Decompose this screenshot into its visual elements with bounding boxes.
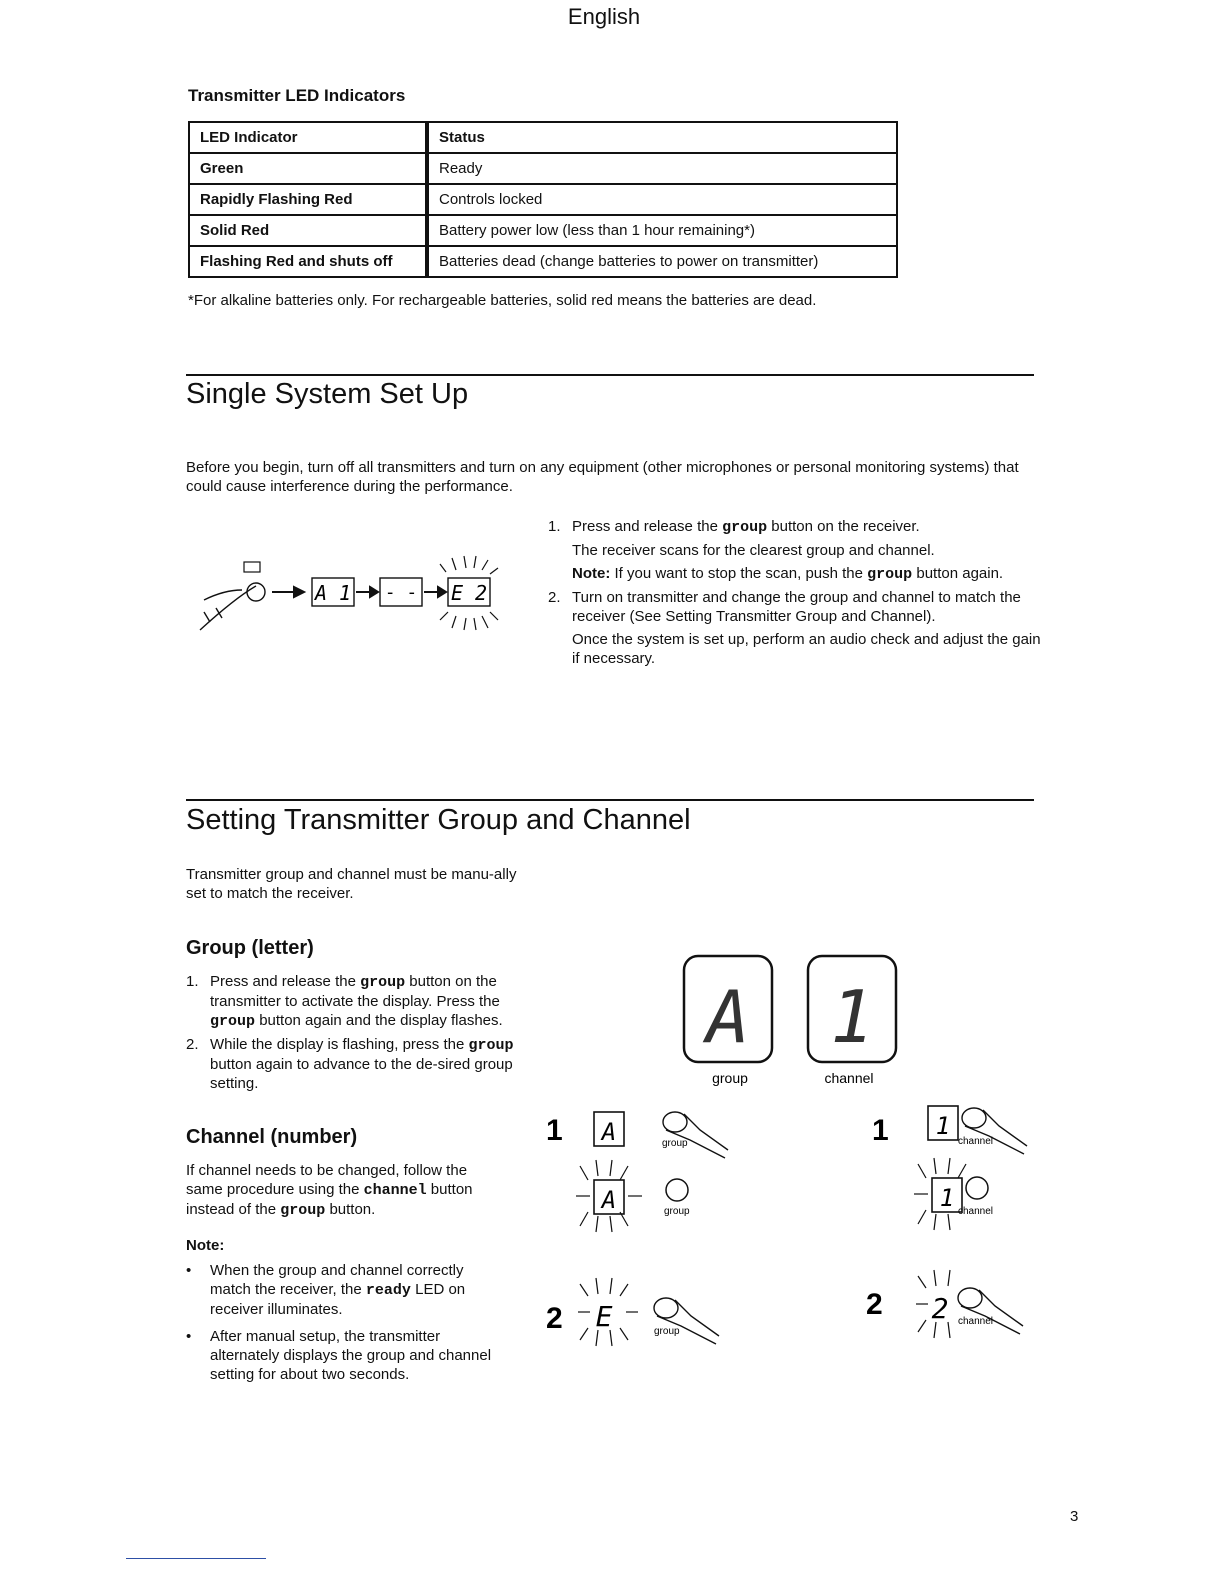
table-header-row xyxy=(189,122,897,153)
lcd-char: 2 xyxy=(931,1292,949,1325)
lcd-char: 1 xyxy=(935,1112,951,1140)
finger-press-icon xyxy=(654,1298,719,1344)
step-number: 1. xyxy=(548,518,561,535)
arrow-right-icon xyxy=(424,587,446,597)
step-text: Turn on transmitter and change the group and channel to match the receiver (See Setting Transmitter Group and Channel). xyxy=(572,589,1021,625)
step-number-1: 1 xyxy=(872,1114,889,1147)
paragraph-text: button. xyxy=(329,1201,376,1218)
section-title-single-setup: Single System Set Up xyxy=(186,378,469,410)
button-label: group xyxy=(654,1326,680,1337)
step-text: button again and the display flashes. xyxy=(259,1012,503,1029)
finger-press-icon xyxy=(962,1108,1027,1154)
lcd-text-1: A 1 xyxy=(314,581,352,605)
table-row xyxy=(189,153,897,184)
bottom-divider xyxy=(126,1558,266,1559)
channel-heading: Channel (number) xyxy=(186,1126,358,1148)
step-text: Press and release the xyxy=(210,973,356,990)
step-number-2: 2 xyxy=(866,1288,883,1321)
lcd-char: E xyxy=(595,1300,613,1333)
note-item xyxy=(186,1327,506,1384)
group-caption: group xyxy=(712,1070,748,1086)
arrow-right-icon xyxy=(356,587,378,597)
paragraph-text: If channel needs to be changed, follow the same procedure using the xyxy=(186,1162,468,1198)
ready-keyword: ready xyxy=(365,1282,411,1299)
table-cell: Battery power low (less than 1 hour remaining*) xyxy=(427,215,897,246)
lcd-text-3: E 2 xyxy=(450,581,488,605)
table-header-cell: Status xyxy=(427,122,897,153)
button-label: channel xyxy=(958,1136,994,1147)
step-number-2: 2 xyxy=(546,1302,563,1335)
section-divider xyxy=(186,799,1034,801)
step-1 xyxy=(548,517,1048,584)
button-label: group xyxy=(664,1206,690,1217)
single-setup-intro: Before you begin, turn off all transmitters and turn on any equipment (other microphones or personal monitoring systems) that could cause interference during the performance. xyxy=(186,459,1019,495)
note-item xyxy=(186,1261,506,1319)
channel-paragraph xyxy=(186,1161,506,1220)
finger-press-icon xyxy=(663,1112,728,1158)
scan-diagram xyxy=(194,552,514,648)
lcd-char: A xyxy=(601,1118,617,1146)
table-cell: Batteries dead (change batteries to power on transmitter) xyxy=(427,246,897,277)
channel-display-char: 1 xyxy=(830,975,874,1059)
channel-procedure-figure xyxy=(866,1100,1056,1360)
table-row xyxy=(189,246,897,277)
group-channel-intro: Transmitter group and channel must be manu-ally set to match the receiver. xyxy=(186,866,517,902)
button-label: channel xyxy=(958,1316,994,1327)
lcd-text-2: - - xyxy=(384,582,418,603)
group-keyword: group xyxy=(722,519,768,536)
note-text: After manual setup, the transmitter alternately displays the group and channel setting for about two seconds. xyxy=(210,1328,492,1383)
lcd-char: 1 xyxy=(939,1184,955,1212)
step-text: button on the receiver. xyxy=(771,518,920,535)
step-text: Press and release the xyxy=(572,518,718,535)
step-detail: Once the system is set up, perform an audio check and adjust the gain if necessary. xyxy=(572,631,1041,667)
note-text: When the group and channel correctly match the receiver, the xyxy=(210,1262,464,1298)
button-label: group xyxy=(662,1138,688,1149)
table-cell: Rapidly Flashing Red xyxy=(189,184,427,215)
group-step-1 xyxy=(186,972,522,1031)
paragraph-text: button instead of the xyxy=(186,1181,473,1218)
bullet: • xyxy=(186,1262,192,1279)
group-keyword: group xyxy=(280,1202,326,1219)
note-text: LED on receiver illuminates. xyxy=(210,1281,466,1318)
group-keyword: group xyxy=(210,1013,256,1030)
note-text: button again. xyxy=(916,565,1004,582)
group-procedure-figure xyxy=(540,1100,750,1360)
group-button-icon xyxy=(244,562,260,572)
step-text: button again to advance to the de-sired group setting. xyxy=(210,1056,513,1092)
table-footnote: *For alkaline batteries only. For rechargeable batteries, solid red means the batteries are dead. xyxy=(188,292,817,309)
step-number: 2. xyxy=(548,589,561,606)
channel-keyword: channel xyxy=(363,1182,427,1199)
group-step-2 xyxy=(186,1035,522,1093)
step-note xyxy=(572,564,1048,584)
table-cell: Solid Red xyxy=(189,215,427,246)
step-2 xyxy=(548,588,1048,668)
lcd-char: A xyxy=(601,1186,617,1214)
arrow-right-icon xyxy=(272,587,304,597)
group-display-char: A xyxy=(706,975,750,1059)
group-heading: Group (letter) xyxy=(186,937,314,959)
note-label: Note: xyxy=(572,565,611,582)
note-text: If you want to stop the scan, push the xyxy=(614,565,863,582)
table-cell: Ready xyxy=(427,153,897,184)
finger-icon xyxy=(200,583,265,630)
table-row xyxy=(189,215,897,246)
led-table-title: Transmitter LED Indicators xyxy=(188,86,406,105)
language-label: English xyxy=(567,4,641,29)
button-icon xyxy=(966,1177,988,1199)
led-indicator-table xyxy=(188,121,898,278)
channel-caption: channel xyxy=(824,1070,874,1086)
step-text: While the display is flashing, press the xyxy=(210,1036,465,1053)
section-divider xyxy=(186,374,1034,376)
transmitter-display xyxy=(680,952,910,1092)
page-number: 3 xyxy=(1070,1508,1079,1525)
group-keyword: group xyxy=(867,566,913,583)
group-keyword: group xyxy=(360,974,406,991)
table-cell: Green xyxy=(189,153,427,184)
single-setup-steps xyxy=(548,517,1048,672)
table-header-cell: LED Indicator xyxy=(189,122,427,153)
group-keyword: group xyxy=(468,1037,514,1054)
finger-press-icon xyxy=(958,1288,1023,1334)
bullet: • xyxy=(186,1328,192,1345)
button-label: channel xyxy=(958,1206,994,1217)
step-number: 2. xyxy=(186,1036,199,1053)
note-heading: Note: xyxy=(186,1237,225,1254)
table-cell: Controls locked xyxy=(427,184,897,215)
step-number: 1. xyxy=(186,973,199,990)
table-row xyxy=(189,184,897,215)
section-title-group-channel: Setting Transmitter Group and Channel xyxy=(186,804,691,836)
button-icon xyxy=(666,1179,688,1201)
group-steps xyxy=(186,972,522,1097)
notes-list xyxy=(186,1261,506,1392)
step-text: button on the transmitter to activate the display. Press the xyxy=(210,973,500,1010)
step-number-1: 1 xyxy=(546,1114,563,1147)
step-detail: The receiver scans for the clearest group and channel. xyxy=(572,542,935,559)
table-cell: Flashing Red and shuts off xyxy=(189,246,427,277)
